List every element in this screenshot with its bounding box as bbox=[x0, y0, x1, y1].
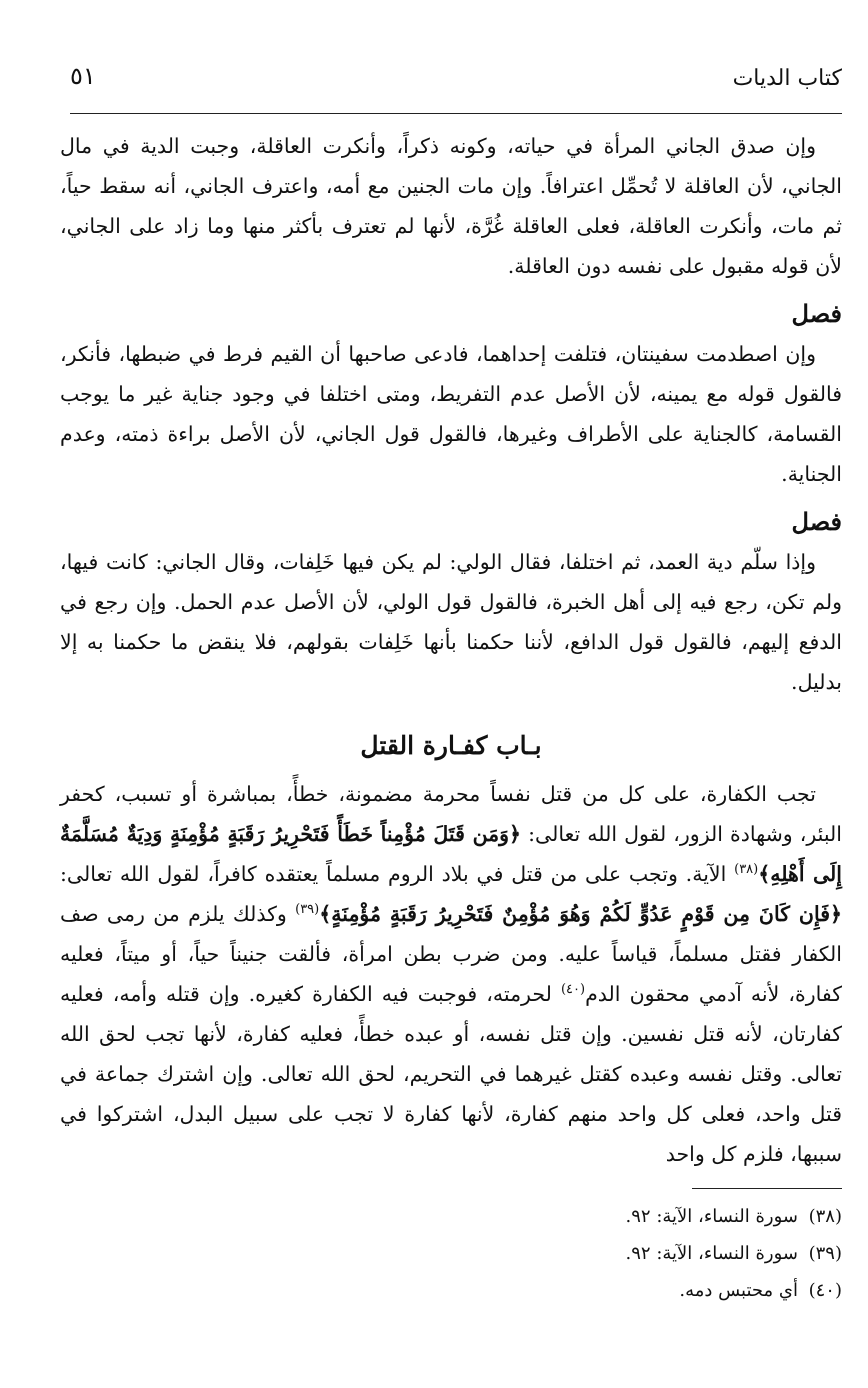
main-text bbox=[60, 126, 842, 1174]
book-title: كتاب الديات bbox=[732, 66, 842, 91]
paragraph-4-part-a: تجب الكفارة، على كل من قتل نفساً محرمة مضمونة، خطأً، بمباشرة أو تسبب، كحفر البئر، وشهادة الزور، لقول الله تعالى: bbox=[60, 782, 842, 846]
section-title-1: فصل bbox=[791, 299, 842, 328]
footnote-text: سورة النساء، الآية: ٩٢. bbox=[625, 1243, 798, 1264]
section-title-2: فصل bbox=[791, 507, 842, 536]
footnotes bbox=[70, 1198, 842, 1309]
chapter-title: بـاب كفـارة القتل bbox=[360, 731, 542, 760]
footnote-ref-38: (٣٨) bbox=[734, 862, 759, 878]
quran-verse-1: ﴿وَمَن قَتَلَ مُؤْمِناً خَطَأً فَتَحْرِيرُ رَقَبَةٍ مُؤْمِنَةٍ وَدِيَةٌ مُسَلَّمَةٌ إِلَى أَهْلِهِ﴾ bbox=[60, 822, 842, 886]
paragraph-4-part-c: وكذلك يلزم من رمى صف الكفار فقتل مسلماً، قياساً عليه. ومن ضرب بطن امرأة، فألقت جنيناً حياً، أو ميتاً، فعليه كفارة، لأنه آدمي محقون الدم bbox=[60, 902, 842, 1006]
running-header bbox=[70, 58, 842, 98]
paragraph-4-part-b: الآية. وتجب على من قتل في بلاد الروم مسلماً يعتقده كافراً، لقول الله تعالى: bbox=[60, 862, 735, 886]
footnote-text: سورة النساء، الآية: ٩٢. bbox=[625, 1206, 798, 1227]
paragraph-4 bbox=[60, 774, 842, 1174]
footnote-number: (٤٠) bbox=[808, 1280, 842, 1301]
paragraph-3: وإذا سلّم دية العمد، ثم اختلفا، فقال الولي: لم يكن فيها خَلِفات، وقال الجاني: كانت فيها، ولم تكن، رجع فيه إلى أهل الخبرة، فالقول قول الولي، لأن الأصل عدم الحمل. وإن رجع في الدفع إليهم، فالقول قول الدافع، لأننا حكمنا بأنها خَلِفات بقولهم، فلا ينقض ما حكمنا به إلا بدليل. bbox=[60, 550, 842, 694]
footnote-ref-40: (٤٠) bbox=[560, 982, 586, 998]
page-number: ٥١ bbox=[70, 62, 96, 90]
footnote-40 bbox=[70, 1272, 842, 1309]
footnote-rule bbox=[692, 1188, 842, 1189]
footnote-39 bbox=[70, 1235, 842, 1272]
footnote-number: (٣٨) bbox=[808, 1206, 842, 1227]
footnote-38 bbox=[70, 1198, 842, 1235]
quran-verse-2: ﴿فَإِن كَانَ مِن قَوْمٍ عَدُوٍّ لَكُمْ وَهُوَ مُؤْمِنٌ فَتَحْرِيرُ رَقَبَةٍ مُؤْمِنَةٍ﴾ bbox=[319, 902, 843, 926]
footnote-ref-39: (٣٩) bbox=[295, 902, 320, 918]
footnote-number: (٣٩) bbox=[808, 1243, 842, 1264]
paragraph-1: وإن صدق الجاني المرأة في حياته، وكونه ذكراً، وأنكرت العاقلة، وجبت الدية في مال الجاني، لأن العاقلة لا تُحمِّل اعترافاً. وإن مات الجنين مع أمه، واعترف الجاني، أنه سقط حياً، ثم مات، وأنكرت العاقلة، فعلى العاقلة غُرَّة، لأنها لم تعترف بأكثر منها وما زاد على الجاني، لأن قوله مقبول على نفسه دون العاقلة. bbox=[60, 134, 842, 278]
footnote-text: أي محتبس دمه. bbox=[679, 1280, 798, 1301]
paragraph-4-part-d: لحرمته، فوجبت فيه الكفارة كغيره. وإن قتله وأمه، فعليه كفارتان، لأنه قتل نفسين. وإن قتل نفسه، أو عبده خطأً، فعليه كفارة، لأنها تجب لحق الله تعالى. وقتل نفسه وعبده كقتل غيرهما في التحريم، لحق الله تعالى. وإن اشترك جماعة في قتل واحد، فعلى كل واحد منهم كفارة، لأنها كفارة لا تجب على سبيل البدل، اشتركوا في سببها، فلزم كل واحد bbox=[60, 982, 842, 1166]
paragraph-2: وإن اصطدمت سفينتان، فتلفت إحداهما، فادعى صاحبها أن القيم فرط في ضبطها، فأنكر، فالقول قوله مع يمينه، لأن الأصل عدم التفريط، ومتى اختلفا في وجود جناية غير ما يوجب القسامة، كالجناية على الأطراف وغيرها، فالقول قول الجاني، لأن الأصل براءة ذمته، وعدم الجناية. bbox=[60, 342, 842, 486]
header-rule bbox=[70, 113, 842, 114]
